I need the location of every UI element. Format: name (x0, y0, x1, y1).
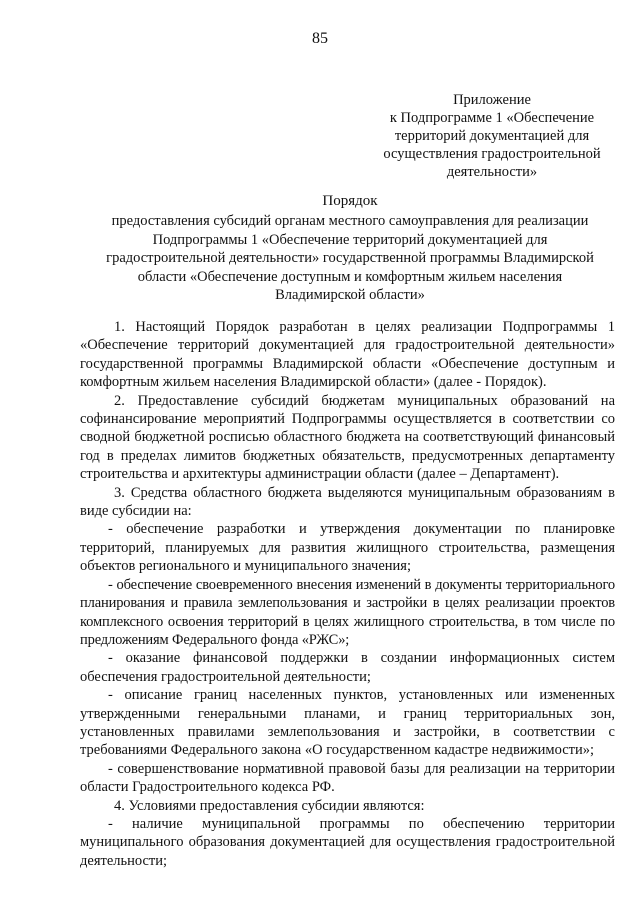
appendix-line: Приложение (453, 92, 531, 108)
paragraph-2: 2. Предоставление субсидий бюджетам муниципальных образований на софинансирование мероприятий Подпрограммы осуществляется в соответствии со сводной бюджетной росписью областного бюджета на соответствующий финансовый год в пределах лимитов бюджетных обязательств, предусмотренных департаменту строительства и архитектуры администрации области (далее – Департамент). (80, 392, 615, 483)
appendix-line: территорий документацией для (394, 128, 590, 144)
list-item: - совершенствование нормативной правовой базы для реализации на территории области Градостроительного кодекса РФ. (80, 760, 615, 796)
document-subtitle (80, 212, 620, 305)
subtitle-line: градостроительной деятельности» государственной программы Владимирской (106, 250, 594, 266)
appendix-header (372, 91, 612, 181)
document-title: Порядок (322, 193, 378, 209)
subtitle-line: области «Обеспечение доступным и комфортным жильем населения (137, 268, 563, 285)
list-item: - обеспечение своевременного внесения изменений в документы территориального планирования и правила землепользования и застройки в целях реализации проектов комплексного освоения территорий в целях жилищного строительства, в том числе по предложениям Федерального фонда «РЖС»; (80, 576, 615, 648)
document-body (80, 318, 615, 870)
subtitle-line: Владимирской области» (275, 287, 425, 303)
subtitle-line: предоставления субсидий органам местного самоуправления для реализации (111, 213, 589, 229)
paragraph-1: 1. Настоящий Порядок разработан в целях реализации Подпрограммы 1 «Обеспечение территорий документацией для градостроительной деятельности» государственной программы Владимирской области «Обеспечение доступным и комфортным жильем населения Владимирской области» (далее - Порядок). (80, 319, 615, 391)
subtitle-line: Подпрограммы 1 «Обеспечение территорий документацией для (152, 231, 548, 248)
list-item: - наличие муниципальной программы по обеспечению территории муниципального образования документацией для осуществления градостроительной деятельности; (80, 815, 615, 869)
appendix-line: деятельности» (446, 164, 538, 180)
page-number: 85 (312, 30, 328, 47)
paragraph-3: 3. Средства областного бюджета выделяются муниципальным образованиям в виде субсидии на: (80, 484, 615, 520)
list-item: - описание границ населенных пунктов, установленных или измененных утвержденными генеральными планами, и границ территориальных зон, установленных правилами землепользования и застройки, в соответствии с требованиями Федерального закона «О государственном кадастре недвижимости»; (80, 687, 615, 759)
appendix-line: к Подпрограмме 1 «Обеспечение (389, 110, 595, 126)
list-item: - обеспечение разработки и утверждения документации по планировке территорий, планируемых для развития жилищного строительства, размещения объектов регионального и муниципального значения; (80, 521, 615, 575)
appendix-line: осуществления градостроительной (383, 146, 601, 162)
paragraph-4: 4. Условиями предоставления субсидии являются: (114, 797, 425, 814)
list-item: - оказание финансовой поддержки в создании информационных систем обеспечения градостроительной деятельности; (80, 650, 615, 685)
